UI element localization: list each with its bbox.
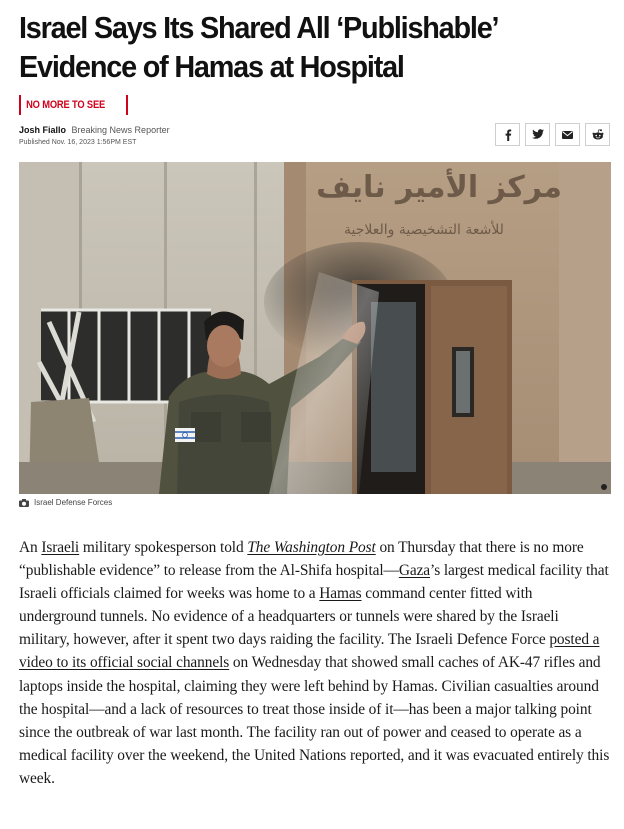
headline: Israel Says Its Shared All ‘Publishable’ Evidence of Hamas at Hospital — [19, 10, 497, 84]
kicker[interactable] — [19, 95, 128, 115]
link-video[interactable]: posted a video to its official social channels — [19, 631, 600, 672]
sign-arabic-main: مركز الأمير نايف — [316, 170, 562, 205]
body-text: on Wednesday that showed small caches of AK-47 rifles and laptops inside the hospital, claiming they were left behind by Hamas. Civilian casualties around the hospital—and a lack of resources to treat those inside of it—has been a major talking point since the outbreak of war last month. The facility ran out of power and ceased to operate as a medical facility over the weekend, the United Nations reported, and it was evacuated entirely this week. — [19, 654, 610, 787]
twitter-icon — [532, 129, 544, 140]
link-israeli[interactable]: Israeli — [41, 539, 80, 556]
body-text: command center fitted with underground tunnels. No evidence of a headquarters or tunnels were shared by the Israeli military, however, after it spent two days raiding the facility. The Israeli Defence Force — [19, 585, 559, 649]
link-gaza[interactable]: Gaza — [398, 562, 431, 580]
share-twitter-button[interactable] — [525, 123, 550, 146]
byline — [19, 125, 170, 135]
body-text: An — [19, 539, 42, 556]
body-text: military spokesperson told — [79, 539, 248, 556]
reddit-icon — [592, 129, 604, 140]
author-role: Breaking News Reporter — [71, 125, 170, 135]
kicker-right-bar — [126, 95, 128, 115]
camera-icon — [19, 499, 29, 507]
share-email-button[interactable] — [555, 123, 580, 146]
sign-arabic-sub: للأشعة التشخيصية والعلاجية — [344, 222, 504, 238]
photo-caption — [19, 498, 112, 507]
hero-photo-illustration — [19, 162, 611, 494]
body-text: ’s largest medical facility that Israeli officials claimed for weeks was home to a — [19, 562, 609, 603]
link-washington-post[interactable]: The Washington Post — [247, 539, 376, 556]
body-text: on Thursday that there is no more “publishable evidence” to release from the Al-Shifa hospital— — [19, 539, 584, 580]
published-date: Published Nov. 16, 2023 1:56PM EST — [19, 139, 137, 146]
hero-photo[interactable] — [19, 162, 611, 494]
link-hamas[interactable]: Hamas — [319, 585, 362, 603]
email-icon — [562, 131, 573, 139]
facebook-icon — [503, 129, 513, 141]
author-name[interactable]: Josh Fiallo — [19, 125, 67, 135]
kicker-label: NO MORE TO SEE — [26, 99, 106, 111]
share-facebook-button[interactable] — [495, 123, 520, 146]
share-reddit-button[interactable] — [585, 123, 610, 146]
photo-credit: Israel Defense Forces — [34, 498, 113, 507]
article-body — [19, 536, 613, 790]
share-buttons — [495, 123, 610, 146]
